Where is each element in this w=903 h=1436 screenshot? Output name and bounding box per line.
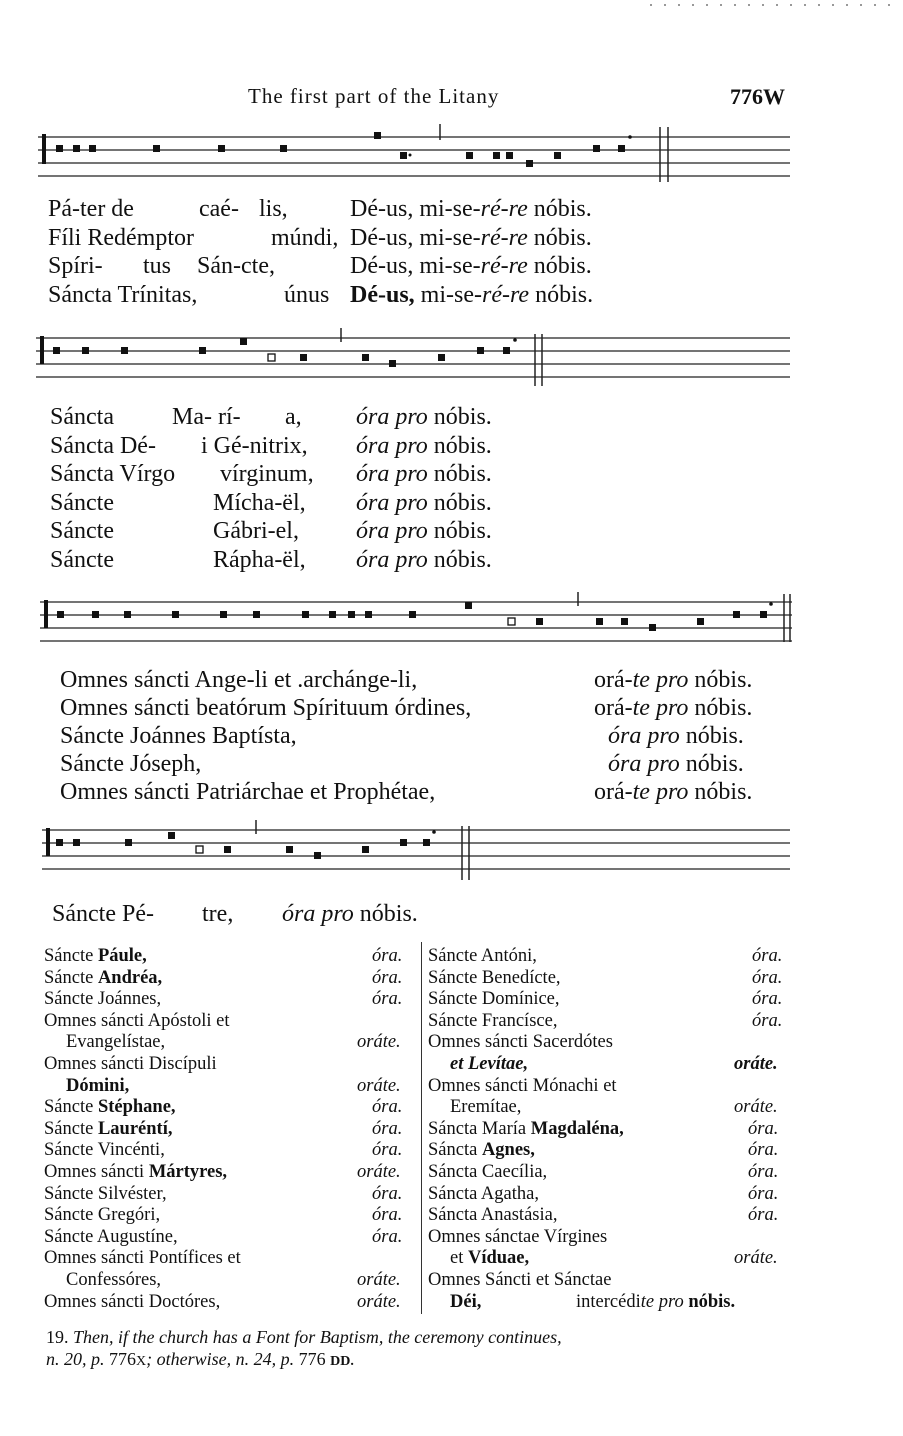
text: i Gé-nitrix, <box>201 432 308 459</box>
verse-response <box>608 722 744 751</box>
page-title: The first part of the Litany <box>248 84 500 108</box>
list-item: Sáncte Domínice, <box>428 989 560 1010</box>
verse-line <box>213 546 306 575</box>
verse-block-2 <box>50 403 550 575</box>
italic-syllable: pro <box>395 489 428 516</box>
italic-syllable: pro <box>395 461 428 487</box>
page-ref: DD. <box>330 1354 354 1369</box>
rubric-text: Then, if the church has a Font for Baptism, the ceremony continues, <box>73 1327 562 1347</box>
text: Dé-us, <box>350 224 414 251</box>
text: nóbis. <box>433 546 492 573</box>
list-item: Sáncta Agatha, <box>428 1183 539 1204</box>
text: nóbis. <box>359 901 418 927</box>
italic-syllable: óra <box>356 489 390 516</box>
verse-line <box>48 281 197 310</box>
rubric-note <box>46 1326 562 1373</box>
list-item: Sáncte Gregóri, <box>44 1205 161 1226</box>
top-edge-dots <box>650 4 890 6</box>
text: nóbis. <box>433 461 492 487</box>
list-item: Sáncte Silvéster, <box>44 1183 167 1204</box>
list-item: et Víduae, <box>450 1248 530 1269</box>
list-item-response: óra. <box>372 1205 403 1226</box>
verse-line <box>220 460 314 489</box>
verse-line <box>48 252 103 281</box>
text: nóbis. <box>533 196 592 222</box>
text: Rápha-ël, <box>213 546 306 573</box>
text: nóbis. <box>694 667 753 693</box>
italic-syllable: pro <box>647 751 680 777</box>
page-number: 776W <box>730 84 785 109</box>
italic-syllable: ré-re <box>480 253 528 279</box>
list-item-response: oráte. <box>357 1291 401 1312</box>
text: a, <box>285 404 302 430</box>
verse-line <box>60 722 297 751</box>
verse-response <box>282 900 418 929</box>
verse-block-4 <box>52 900 552 930</box>
text: Mícha-ël, <box>213 489 306 516</box>
italic-syllable: óra <box>356 461 390 487</box>
chant-staff-4 <box>42 820 790 882</box>
italic-syllable: ré-re <box>480 196 528 222</box>
verse-line <box>197 252 275 281</box>
italic-syllable: óra <box>282 901 316 927</box>
text: Dé-us, <box>350 253 414 279</box>
text: nóbis. <box>535 281 594 308</box>
list-item: Dómini, <box>66 1075 130 1096</box>
list-item: Sáncta Anastásia, <box>428 1205 558 1226</box>
verse-line <box>213 489 306 518</box>
list-item-response: óra. <box>748 1162 779 1182</box>
text: Spíri- <box>48 253 103 279</box>
left-invocations <box>44 946 414 1316</box>
list-item: Omnes sáncti Sacerdótes <box>428 1032 613 1053</box>
italic-syllable: óra <box>356 546 390 573</box>
italic-syllable: pro <box>395 546 428 573</box>
text: tus <box>143 253 172 279</box>
page-ref: 776 <box>298 1349 326 1369</box>
verse-block-3 <box>60 666 790 810</box>
column-divider <box>421 942 422 1314</box>
verse-line <box>50 489 114 518</box>
text: orá- <box>594 779 633 805</box>
list-item: Omnes sáncti Mónachi et <box>428 1075 617 1096</box>
final-response: intercédite pro nóbis. <box>576 1291 736 1312</box>
text: nóbis. <box>533 224 592 251</box>
text: nóbis. <box>433 404 492 430</box>
list-item: Omnes Sáncti et Sánctae <box>428 1270 612 1290</box>
verse-line <box>350 224 592 253</box>
italic-syllable: pro <box>647 723 680 749</box>
list-item-response: oráte. <box>734 1097 778 1118</box>
list-item: Omnes sánctae Vírgines <box>428 1226 608 1247</box>
verse-line <box>356 546 492 575</box>
list-item-response: óra. <box>372 946 403 966</box>
list-item-response: óra. <box>372 989 403 1010</box>
verse-line <box>60 694 471 723</box>
italic-syllable: pro <box>395 518 428 544</box>
text: Sáncte <box>50 546 114 573</box>
text: Sáncte <box>50 489 114 516</box>
verse-line <box>60 778 435 807</box>
verse-line <box>50 517 114 546</box>
text: Sáncte Joánnes Baptísta, <box>60 723 297 749</box>
list-item: Sáncte Benedícte, <box>428 967 561 988</box>
verse-line <box>60 750 201 779</box>
italic-syllable: te pro <box>632 667 689 693</box>
rubric-number: 19. <box>46 1327 69 1347</box>
verse-line <box>356 432 492 461</box>
list-item: Omnes sáncti Apóstoli et <box>44 1010 230 1031</box>
text: nóbis. <box>694 695 753 721</box>
list-item-response: óra. <box>372 1118 403 1139</box>
text: Sáncte Pé- <box>52 901 154 927</box>
list-item: Omnes sáncti Discípuli <box>44 1054 217 1074</box>
list-item: Sáncte Augustíne, <box>44 1226 178 1247</box>
list-item-response: oráte. <box>357 1162 401 1182</box>
list-item: Sáncta Caecília, <box>428 1162 548 1182</box>
text: nóbis. <box>433 432 492 459</box>
text: nóbis. <box>433 489 492 516</box>
text: tre, <box>202 901 234 927</box>
verse-line <box>50 546 114 575</box>
chant-staff-2 <box>36 328 790 390</box>
text: Sáncta Trínitas, <box>48 281 198 308</box>
verse-line <box>48 195 134 224</box>
verse-line <box>48 224 194 253</box>
list-item-response: óra. <box>748 1205 779 1226</box>
list-item: Sáncte Lauréntí, <box>44 1118 173 1139</box>
italic-syllable: pro <box>395 404 428 430</box>
text: mi-se- <box>419 253 481 279</box>
list-item: et Levítae, <box>450 1054 529 1074</box>
verse-line <box>271 224 338 253</box>
right-invocations <box>428 946 794 1316</box>
verse-line <box>143 252 171 281</box>
text: Sán-cte, <box>197 253 275 279</box>
verse-response <box>594 694 752 723</box>
list-item-response: óra. <box>372 967 403 988</box>
verse-response <box>608 750 744 779</box>
list-item: Sáncte Antóni, <box>428 946 537 966</box>
verse-line <box>50 403 114 432</box>
italic-syllable: ré-re <box>481 281 530 308</box>
verse-line <box>285 403 302 432</box>
text: Gábri-el, <box>213 518 299 544</box>
text: nóbis. <box>685 723 744 749</box>
text: nóbis. <box>694 779 753 805</box>
text: nóbis. <box>533 253 592 279</box>
list-item: Sáncta Agnes, <box>428 1140 535 1161</box>
italic-syllable: pro <box>395 432 428 459</box>
verse-line <box>60 666 417 695</box>
text: Sáncta Vírgo <box>50 461 176 487</box>
verse-line <box>201 432 308 461</box>
list-item: Sáncte Stéphane, <box>44 1097 176 1118</box>
list-item: Sáncte Páule, <box>44 946 147 966</box>
text: mi-se- <box>420 281 482 308</box>
text: vírginum, <box>220 461 314 487</box>
italic-syllable: óra <box>608 723 642 749</box>
list-item: Sáncte Andréa, <box>44 967 163 988</box>
verse-line <box>172 403 241 432</box>
text: Fíli Redémptor <box>48 224 194 251</box>
list-item-response: óra. <box>372 1140 403 1161</box>
list-item-response: óra. <box>372 1183 403 1204</box>
list-item: Sáncte Vincénti, <box>44 1140 165 1161</box>
verse-line <box>213 517 299 546</box>
verse-line <box>50 432 156 461</box>
text: orá- <box>594 695 633 721</box>
list-item: Omnes sáncti Pontífices et <box>44 1248 241 1269</box>
verse-line <box>50 460 175 489</box>
list-item: Eremítae, <box>450 1097 522 1118</box>
list-item: Sáncta María Magdaléna, <box>428 1118 624 1139</box>
text: Sáncta <box>50 404 114 430</box>
italic-syllable: te pro <box>632 695 689 721</box>
verse-line <box>259 195 288 224</box>
text: múndi, <box>271 224 339 251</box>
verse-line <box>350 281 593 310</box>
list-item: Confessóres, <box>66 1270 162 1290</box>
text: Sáncte <box>50 518 114 544</box>
text: lis, <box>259 196 288 222</box>
text: Omnes sáncti Patriárchae et Prophétae, <box>60 779 436 805</box>
list-item: Sáncte Francísce, <box>428 1010 558 1031</box>
list-item-response: oráte. <box>734 1054 778 1074</box>
list-item-response: oráte. <box>357 1032 401 1053</box>
list-item-response: óra. <box>748 1118 779 1139</box>
italic-syllable: óra <box>356 404 390 430</box>
text: Sáncta Dé- <box>50 432 156 459</box>
list-item-response: oráte. <box>357 1075 401 1096</box>
chant-staff-1 <box>38 124 790 186</box>
verse-line <box>350 252 592 281</box>
text: mi-se- <box>419 224 481 251</box>
verse-line <box>356 403 492 432</box>
italic-syllable: te pro <box>632 779 689 805</box>
verse-line <box>202 900 233 929</box>
list-item-response: óra. <box>372 1226 403 1247</box>
list-item-response: óra. <box>752 989 783 1010</box>
verse-line <box>284 281 329 310</box>
list-item: Evangelístae, <box>66 1032 166 1053</box>
text: Dé-us, <box>350 196 414 222</box>
list-item: Omnes sáncti Mártyres, <box>44 1162 228 1182</box>
verse-block-1 <box>48 195 748 311</box>
rubric-text: ; otherwise, n. 24, p. <box>146 1349 295 1369</box>
text: orá- <box>594 667 633 693</box>
list-item: Déi, <box>450 1291 482 1312</box>
list-item-response: óra. <box>752 1010 783 1031</box>
text: nóbis. <box>433 518 492 544</box>
list-item-response: oráte. <box>357 1270 401 1290</box>
italic-syllable: óra <box>356 518 390 544</box>
italic-syllable: óra <box>608 751 642 777</box>
verse-response <box>594 666 752 695</box>
italic-syllable: pro <box>321 901 354 927</box>
text: Omnes sáncti beatórum Spírituum órdines, <box>60 695 472 721</box>
text: nóbis. <box>685 751 744 777</box>
text: Pá-ter de <box>48 196 134 222</box>
text: Omnes sáncti Ange-li et .archánge-li, <box>60 667 418 693</box>
list-item-response: oráte. <box>734 1248 778 1269</box>
text: mi-se- <box>419 196 481 222</box>
italic-syllable: ré-re <box>480 224 528 251</box>
verse-line <box>52 900 154 929</box>
text: únus <box>284 281 330 308</box>
verse-line <box>350 195 592 224</box>
list-item-response: óra. <box>372 1097 403 1118</box>
verse-line <box>356 517 492 546</box>
italic-syllable: óra <box>356 432 390 459</box>
verse-line <box>199 195 239 224</box>
chant-staff-3 <box>40 592 792 654</box>
list-item: Omnes sáncti Doctóres, <box>44 1291 221 1312</box>
rubric-text: n. 20, p. <box>46 1349 105 1369</box>
text: Ma- rí- <box>172 404 241 430</box>
text: caé- <box>199 196 239 222</box>
verse-line <box>356 460 492 489</box>
list-item-response: óra. <box>752 946 783 966</box>
page-ref: 776 <box>109 1349 136 1369</box>
list-item: Sáncte Joánnes, <box>44 989 162 1010</box>
list-item-response: óra. <box>748 1183 779 1204</box>
page-ref: X <box>136 1354 147 1369</box>
verse-line <box>356 489 492 518</box>
verse-response <box>594 778 752 807</box>
list-item-response: óra. <box>748 1140 779 1161</box>
list-item-response: óra. <box>752 967 783 988</box>
text: Sáncte Jóseph, <box>60 751 202 777</box>
text: Dé-us, <box>350 281 415 308</box>
